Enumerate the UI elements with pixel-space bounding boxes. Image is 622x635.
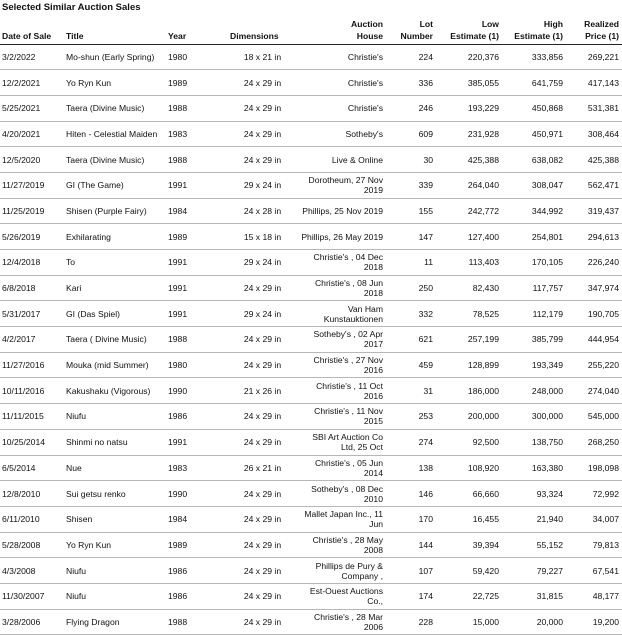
cell-title: Exhilarating: [64, 224, 166, 250]
cell-lot-number: 138: [386, 455, 436, 481]
cell-title: To: [64, 250, 166, 276]
cell-year: 1988: [166, 147, 228, 173]
header-high-estimate: [502, 15, 566, 44]
cell-auction-house: SBI Art Auction Co Ltd, 25 Oct: [298, 429, 386, 455]
cell-title: Nue: [64, 455, 166, 481]
cell-auction-house: Christie's: [298, 95, 386, 121]
table-row: [0, 327, 622, 353]
cell-date-of-sale: 11/25/2019: [0, 198, 64, 224]
table-body: [0, 44, 622, 635]
cell-dimensions: 29 x 24 in: [228, 301, 298, 327]
cell-high-estimate: 641,759: [502, 70, 566, 96]
cell-title: Niufu: [64, 558, 166, 584]
cell-date-of-sale: 6/11/2010: [0, 506, 64, 532]
cell-realized-price: 72,992: [566, 481, 622, 507]
cell-high-estimate: 163,380: [502, 455, 566, 481]
cell-realized-price: 417,143: [566, 70, 622, 96]
cell-year: 1984: [166, 198, 228, 224]
cell-dimensions: 24 x 29 in: [228, 352, 298, 378]
cell-high-estimate: 93,324: [502, 481, 566, 507]
cell-lot-number: 246: [386, 95, 436, 121]
cell-lot-number: 274: [386, 429, 436, 455]
cell-realized-price: 425,388: [566, 147, 622, 173]
cell-title: Kakushaku (Vigorous): [64, 378, 166, 404]
table-title: Selected Similar Auction Sales: [2, 2, 141, 13]
cell-dimensions: 24 x 29 in: [228, 275, 298, 301]
cell-auction-house: Christie's , 27 Nov 2016: [298, 352, 386, 378]
cell-dimensions: 15 x 18 in: [228, 224, 298, 250]
cell-title: Shinmi no natsu: [64, 429, 166, 455]
cell-title: Shisen: [64, 506, 166, 532]
cell-lot-number: 11: [386, 250, 436, 276]
cell-title: Sui getsu renko: [64, 481, 166, 507]
cell-title: Mo-shun (Early Spring): [64, 44, 166, 70]
cell-year: 1988: [166, 609, 228, 635]
cell-high-estimate: 254,801: [502, 224, 566, 250]
cell-dimensions: 26 x 21 in: [228, 455, 298, 481]
cell-realized-price: 19,200: [566, 609, 622, 635]
table-row: [0, 224, 622, 250]
cell-high-estimate: 117,757: [502, 275, 566, 301]
cell-date-of-sale: 5/25/2021: [0, 95, 64, 121]
cell-lot-number: 339: [386, 172, 436, 198]
cell-dimensions: 21 x 26 in: [228, 378, 298, 404]
cell-year: 1980: [166, 44, 228, 70]
cell-realized-price: 48,177: [566, 583, 622, 609]
cell-high-estimate: 55,152: [502, 532, 566, 558]
table-row: [0, 121, 622, 147]
cell-low-estimate: 15,000: [436, 609, 502, 635]
cell-realized-price: 67,541: [566, 558, 622, 584]
cell-title: GI (The Game): [64, 172, 166, 198]
cell-year: 1991: [166, 301, 228, 327]
cell-title: Hiten - Celestial Maiden: [64, 121, 166, 147]
cell-low-estimate: 39,394: [436, 532, 502, 558]
cell-realized-price: 226,240: [566, 250, 622, 276]
cell-date-of-sale: 12/5/2020: [0, 147, 64, 173]
header-low-estimate: [436, 15, 502, 44]
cell-high-estimate: 79,227: [502, 558, 566, 584]
cell-dimensions: 24 x 29 in: [228, 609, 298, 635]
cell-realized-price: 190,705: [566, 301, 622, 327]
cell-year: 1988: [166, 327, 228, 353]
cell-date-of-sale: 12/4/2018: [0, 250, 64, 276]
cell-realized-price: 444,954: [566, 327, 622, 353]
cell-high-estimate: 638,082: [502, 147, 566, 173]
cell-realized-price: 269,221: [566, 44, 622, 70]
cell-high-estimate: 450,868: [502, 95, 566, 121]
table-row: [0, 147, 622, 173]
cell-title: Yo Ryn Kun: [64, 70, 166, 96]
cell-dimensions: 24 x 28 in: [228, 198, 298, 224]
cell-year: 1989: [166, 70, 228, 96]
header-title: Title: [64, 15, 166, 44]
cell-dimensions: 29 x 24 in: [228, 250, 298, 276]
header-low-line2: Estimate (1): [450, 30, 499, 41]
cell-auction-house: Christie's , 04 Dec 2018: [298, 250, 386, 276]
cell-high-estimate: 248,000: [502, 378, 566, 404]
header-lot-line1: Lot: [419, 18, 433, 29]
cell-high-estimate: 300,000: [502, 404, 566, 430]
cell-title: Shisen (Purple Fairy): [64, 198, 166, 224]
table-row: [0, 506, 622, 532]
cell-lot-number: 170: [386, 506, 436, 532]
cell-high-estimate: 20,000: [502, 609, 566, 635]
cell-date-of-sale: 5/28/2008: [0, 532, 64, 558]
cell-dimensions: 24 x 29 in: [228, 70, 298, 96]
header-auction-house: [298, 15, 386, 44]
cell-auction-house: Christie's , 11 Oct 2016: [298, 378, 386, 404]
cell-realized-price: 268,250: [566, 429, 622, 455]
cell-lot-number: 144: [386, 532, 436, 558]
cell-low-estimate: 108,920: [436, 455, 502, 481]
table-row: [0, 198, 622, 224]
cell-year: 1991: [166, 172, 228, 198]
cell-high-estimate: 21,940: [502, 506, 566, 532]
auction-sales-table: [0, 15, 622, 635]
cell-date-of-sale: 4/20/2021: [0, 121, 64, 147]
cell-realized-price: 347,974: [566, 275, 622, 301]
cell-dimensions: 24 x 29 in: [228, 532, 298, 558]
cell-high-estimate: 333,856: [502, 44, 566, 70]
cell-realized-price: 255,220: [566, 352, 622, 378]
table-row: [0, 352, 622, 378]
cell-lot-number: 146: [386, 481, 436, 507]
cell-low-estimate: 78,525: [436, 301, 502, 327]
cell-auction-house: Christie's , 28 Mar 2006: [298, 609, 386, 635]
cell-year: 1986: [166, 558, 228, 584]
cell-auction-house: Sotheby's , 08 Dec 2010: [298, 481, 386, 507]
cell-low-estimate: 22,725: [436, 583, 502, 609]
cell-low-estimate: 82,430: [436, 275, 502, 301]
cell-title: Niufu: [64, 404, 166, 430]
cell-low-estimate: 425,388: [436, 147, 502, 173]
table-row: [0, 275, 622, 301]
cell-low-estimate: 59,420: [436, 558, 502, 584]
cell-year: 1989: [166, 224, 228, 250]
cell-realized-price: 34,007: [566, 506, 622, 532]
cell-auction-house: Christie's , 05 Jun 2014: [298, 455, 386, 481]
cell-dimensions: 29 x 24 in: [228, 172, 298, 198]
table-row: [0, 429, 622, 455]
cell-date-of-sale: 11/11/2015: [0, 404, 64, 430]
cell-auction-house: Mallet Japan Inc., 11 Jun: [298, 506, 386, 532]
cell-low-estimate: 127,400: [436, 224, 502, 250]
cell-title: Niufu: [64, 583, 166, 609]
cell-dimensions: 24 x 29 in: [228, 121, 298, 147]
cell-title: Flying Dragon: [64, 609, 166, 635]
cell-title: GI (Das Spiel): [64, 301, 166, 327]
cell-date-of-sale: 6/5/2014: [0, 455, 64, 481]
cell-auction-house: Live & Online: [298, 147, 386, 173]
cell-auction-house: Christie's , 11 Nov 2015: [298, 404, 386, 430]
header-price-line1: Realized: [584, 18, 619, 29]
cell-year: 1986: [166, 583, 228, 609]
cell-realized-price: 294,613: [566, 224, 622, 250]
cell-title: Taera (Divine Music): [64, 95, 166, 121]
header-lot-number: [386, 15, 436, 44]
cell-date-of-sale: 12/8/2010: [0, 481, 64, 507]
cell-year: 1991: [166, 429, 228, 455]
cell-lot-number: 224: [386, 44, 436, 70]
cell-auction-house: Christie's , 08 Jun 2018: [298, 275, 386, 301]
cell-high-estimate: 385,799: [502, 327, 566, 353]
cell-high-estimate: 138,750: [502, 429, 566, 455]
header-auction-house-line1: Auction: [351, 18, 383, 29]
table-row: [0, 250, 622, 276]
cell-dimensions: 24 x 29 in: [228, 404, 298, 430]
header-auction-house-line2: House: [356, 30, 383, 41]
cell-auction-house: Sotheby's: [298, 121, 386, 147]
table-row: [0, 481, 622, 507]
cell-low-estimate: 264,040: [436, 172, 502, 198]
cell-auction-house: Christie's: [298, 70, 386, 96]
cell-lot-number: 336: [386, 70, 436, 96]
table-row: [0, 44, 622, 70]
cell-low-estimate: 128,899: [436, 352, 502, 378]
cell-realized-price: 274,040: [566, 378, 622, 404]
cell-high-estimate: 344,992: [502, 198, 566, 224]
header-lot-line2: Number: [400, 30, 433, 41]
cell-low-estimate: 242,772: [436, 198, 502, 224]
cell-date-of-sale: 11/30/2007: [0, 583, 64, 609]
table-row: [0, 172, 622, 198]
cell-title: Taera ( Divine Music): [64, 327, 166, 353]
cell-year: 1980: [166, 352, 228, 378]
cell-auction-house: Phillips, 25 Nov 2019: [298, 198, 386, 224]
cell-auction-house: Phillips, 26 May 2019: [298, 224, 386, 250]
cell-realized-price: 545,000: [566, 404, 622, 430]
cell-low-estimate: 220,376: [436, 44, 502, 70]
cell-low-estimate: 200,000: [436, 404, 502, 430]
cell-auction-house: Est-Ouest Auctions Co.,: [298, 583, 386, 609]
header-high-line1: High: [543, 18, 563, 29]
cell-lot-number: 30: [386, 147, 436, 173]
cell-title: Mouka (mid Summer): [64, 352, 166, 378]
table-header: [0, 15, 622, 44]
table-row: [0, 532, 622, 558]
cell-year: 1986: [166, 404, 228, 430]
cell-lot-number: 107: [386, 558, 436, 584]
cell-low-estimate: 186,000: [436, 378, 502, 404]
table-row: [0, 95, 622, 121]
cell-lot-number: 228: [386, 609, 436, 635]
cell-date-of-sale: 5/31/2017: [0, 301, 64, 327]
cell-low-estimate: 231,928: [436, 121, 502, 147]
cell-date-of-sale: 4/2/2017: [0, 327, 64, 353]
cell-date-of-sale: 5/26/2019: [0, 224, 64, 250]
cell-low-estimate: 257,199: [436, 327, 502, 353]
table-row: [0, 455, 622, 481]
cell-realized-price: 198,098: [566, 455, 622, 481]
header-low-line1: Low: [481, 18, 499, 29]
cell-lot-number: 174: [386, 583, 436, 609]
cell-lot-number: 155: [386, 198, 436, 224]
cell-high-estimate: 193,349: [502, 352, 566, 378]
cell-dimensions: 24 x 29 in: [228, 327, 298, 353]
cell-realized-price: 562,471: [566, 172, 622, 198]
cell-lot-number: 250: [386, 275, 436, 301]
cell-low-estimate: 193,229: [436, 95, 502, 121]
table-row: [0, 404, 622, 430]
cell-date-of-sale: 3/2/2022: [0, 44, 64, 70]
cell-date-of-sale: 6/8/2018: [0, 275, 64, 301]
cell-high-estimate: 308,047: [502, 172, 566, 198]
header-dimensions: Dimensions: [228, 15, 298, 44]
cell-realized-price: 531,381: [566, 95, 622, 121]
cell-auction-house: Van Ham Kunstauktionen: [298, 301, 386, 327]
header-year: Year: [166, 15, 228, 44]
cell-high-estimate: 112,179: [502, 301, 566, 327]
cell-low-estimate: 385,055: [436, 70, 502, 96]
cell-high-estimate: 31,815: [502, 583, 566, 609]
cell-high-estimate: 450,971: [502, 121, 566, 147]
cell-date-of-sale: 4/3/2008: [0, 558, 64, 584]
table-row: [0, 583, 622, 609]
cell-title: Kari: [64, 275, 166, 301]
cell-lot-number: 147: [386, 224, 436, 250]
cell-date-of-sale: 10/25/2014: [0, 429, 64, 455]
table-row: [0, 558, 622, 584]
table-row: [0, 378, 622, 404]
cell-realized-price: 79,813: [566, 532, 622, 558]
cell-high-estimate: 170,105: [502, 250, 566, 276]
cell-year: 1990: [166, 481, 228, 507]
cell-auction-house: Christie's , 28 May 2008: [298, 532, 386, 558]
cell-dimensions: 24 x 29 in: [228, 147, 298, 173]
table-row: [0, 609, 622, 635]
cell-year: 1989: [166, 532, 228, 558]
cell-date-of-sale: 12/2/2021: [0, 70, 64, 96]
cell-year: 1983: [166, 455, 228, 481]
cell-dimensions: 24 x 29 in: [228, 583, 298, 609]
cell-lot-number: 253: [386, 404, 436, 430]
cell-date-of-sale: 10/11/2016: [0, 378, 64, 404]
cell-year: 1983: [166, 121, 228, 147]
cell-year: 1984: [166, 506, 228, 532]
cell-lot-number: 31: [386, 378, 436, 404]
header-realized-price: [566, 15, 622, 44]
cell-low-estimate: 16,455: [436, 506, 502, 532]
cell-dimensions: 24 x 29 in: [228, 429, 298, 455]
cell-auction-house: Christie's: [298, 44, 386, 70]
cell-year: 1990: [166, 378, 228, 404]
cell-dimensions: 24 x 29 in: [228, 506, 298, 532]
cell-auction-house: Sotheby's , 02 Apr 2017: [298, 327, 386, 353]
header-price-line2: Price (1): [585, 30, 619, 41]
cell-date-of-sale: 11/27/2019: [0, 172, 64, 198]
cell-dimensions: 18 x 21 in: [228, 44, 298, 70]
cell-low-estimate: 92,500: [436, 429, 502, 455]
cell-lot-number: 459: [386, 352, 436, 378]
table-row: [0, 301, 622, 327]
cell-date-of-sale: 3/28/2006: [0, 609, 64, 635]
cell-realized-price: 319,437: [566, 198, 622, 224]
header-high-line2: Estimate (1): [514, 30, 563, 41]
header-date: Date of Sale: [0, 15, 64, 44]
cell-year: 1988: [166, 95, 228, 121]
cell-low-estimate: 66,660: [436, 481, 502, 507]
cell-dimensions: 24 x 29 in: [228, 95, 298, 121]
cell-title: Yo Ryn Kun: [64, 532, 166, 558]
cell-year: 1991: [166, 250, 228, 276]
cell-dimensions: 24 x 29 in: [228, 558, 298, 584]
cell-year: 1991: [166, 275, 228, 301]
table-row: [0, 70, 622, 96]
cell-auction-house: Phillips de Pury & Company ,: [298, 558, 386, 584]
cell-low-estimate: 113,403: [436, 250, 502, 276]
cell-lot-number: 621: [386, 327, 436, 353]
cell-lot-number: 609: [386, 121, 436, 147]
cell-lot-number: 332: [386, 301, 436, 327]
cell-dimensions: 24 x 29 in: [228, 481, 298, 507]
cell-date-of-sale: 11/27/2016: [0, 352, 64, 378]
cell-title: Taera (Divine Music): [64, 147, 166, 173]
cell-realized-price: 308,464: [566, 121, 622, 147]
cell-auction-house: Dorotheum, 27 Nov 2019: [298, 172, 386, 198]
